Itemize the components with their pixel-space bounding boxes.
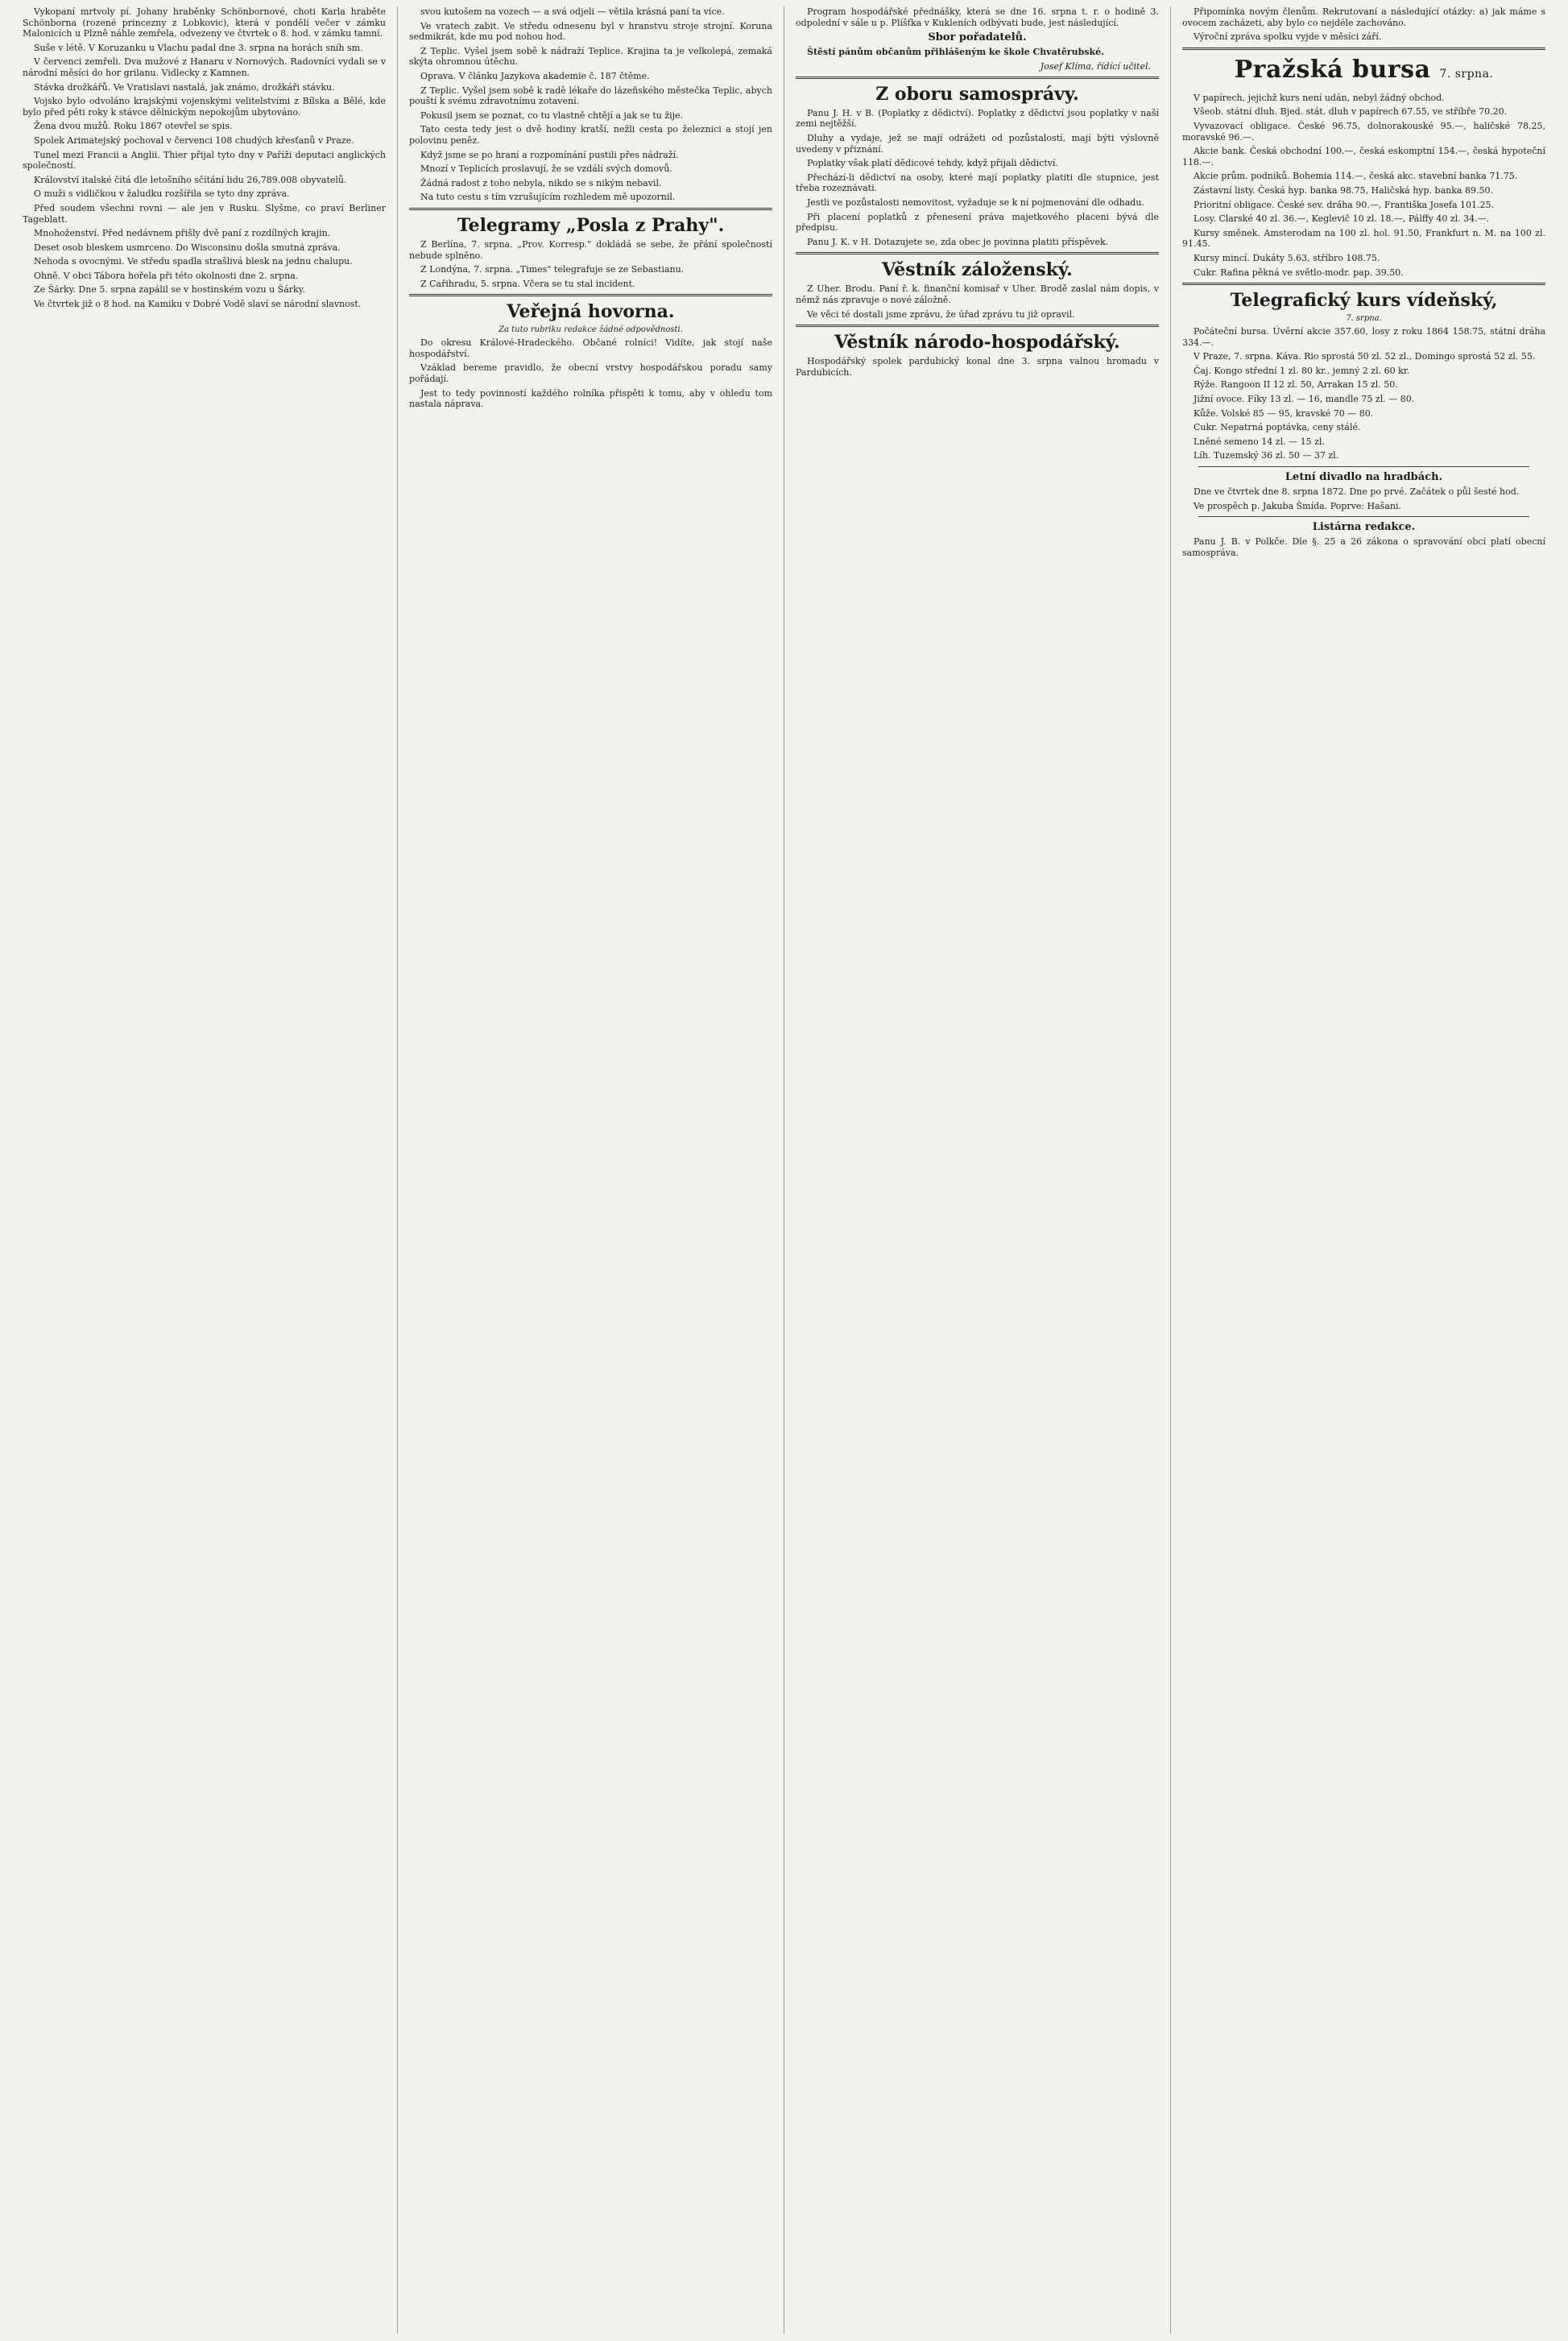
article-paragraph: Deset osob bleskem usmrceno. Do Wisconsinu došla smutná zpráva. — [34, 242, 341, 253]
article-paragraph: Výroční zpráva spolku vyjde v měsíci září. — [1194, 31, 1382, 43]
section-divider — [409, 294, 772, 296]
article-paragraph: Žena dvou mužů. Roku 1867 otevřel se spis. — [34, 121, 233, 132]
article-paragraph: Ze Šárky. Dne 5. srpna zapálil se v hostinském vozu u Šárky. — [34, 284, 305, 296]
column-2 — [398, 6, 784, 2334]
section-divider — [1182, 283, 1545, 285]
article-paragraph: Ve vratech zabit. Ve středu odnesenu byl v hranstvu stroje strojní. Koruna sedmikrát, kde mu pod nohou hod. — [409, 20, 772, 43]
thanks-heading: Sbor pořadatelů. — [928, 31, 1027, 44]
section-divider — [1198, 516, 1529, 517]
forum-section — [409, 301, 772, 410]
article-paragraph: Připomínka novým členům. Rekrutovaní a následující otázky: a) jak máme s ovocem zacházeti, aby bylo co nejdéle zachováno. — [1182, 6, 1545, 28]
admin-item: Panu J. K. v H. Dotazujete se, zda obec je povinna platiti příspěvek. — [807, 236, 1109, 247]
column-4 — [1171, 6, 1557, 2334]
article-paragraph: Spolek Arimatejský pochoval v červenci 108 chudých křesťanů v Praze. — [34, 134, 354, 146]
bourse-item: Kursy mincí. Dukáty 5.63, stříbro 108.75. — [1194, 252, 1380, 263]
pawn-item: Z Uher. Brodu. Paní ř. k. finanční komisař v Uher. Brodě zaslal nám dopis, v němž nás zpravuje o nové záložně. — [796, 283, 1159, 305]
article-paragraph: Když jsme se po hraní a rozpomínání pustili přes nádraží. — [420, 149, 679, 160]
article-paragraph: Oprava. V článku Jazykova akademie č. 187 čtěme. — [420, 70, 650, 81]
theatre-item: Ve prospěch p. Jakuba Šmída. Poprve: Hašani. — [1194, 500, 1401, 511]
telegraph-heading: Telegrafický kurs vídeňský, — [1230, 290, 1498, 312]
section-divider — [1198, 466, 1529, 467]
bourse-item: Cukr. Rafina pěkná ve světlo-modr. pap. 39.50. — [1194, 267, 1404, 278]
article-paragraph: Suše v létě. V Koruzanku u Vlachu padal dne 3. srpna na horách sníh sm. — [34, 42, 363, 53]
forum-disclaimer: Za tuto rubriku redakce žádné odpovědnosti. — [499, 325, 683, 335]
admin-item: Poplatky však platí dědicové tehdy, když přijali dědictví. — [807, 158, 1058, 169]
forum-heading: Veřejná hovorna. — [507, 301, 675, 323]
article-paragraph: Pokusil jsem se poznat, co tu vlastně chtějí a jak se tu žije. — [420, 110, 684, 121]
bourse-section — [1182, 56, 1545, 278]
pawn-item: Ve věci té dostali jsme zprávu, že úřad zprávu tu již opravil. — [807, 308, 1075, 320]
admin-item: Panu J. H. v B. (Poplatky z dědictví). Poplatky z dědictví jsou poplatky v naší zemi nejtěžší. — [796, 107, 1159, 130]
telegraph-item: Čaj. Kongo střední 1 zl. 80 kr., jemný 2 zl. 60 kr. — [1194, 365, 1410, 376]
article-paragraph: Království italské čítá dle letošního sčítání lidu 26,789.008 obyvatelů. — [34, 174, 347, 185]
section-divider — [796, 77, 1159, 79]
telegram-item: Z Cařihradu, 5. srpna. Včera se tu stal incident. — [420, 278, 635, 289]
forum-item: Do okresu Králové-Hradeckého. Občané rolníci! Vidíte, jak stojí naše hospodářství. — [409, 337, 772, 359]
article-paragraph: Stávka drožkářů. Ve Vratislavi nastalá, jak známo, drožkáři stávku. — [34, 81, 335, 93]
pawn-section — [796, 259, 1159, 320]
forum-item: Jest to tedy povinností každého rolníka přispěti k tomu, aby v ohledu tom nastala náprava. — [409, 387, 772, 410]
bourse-item: Kursy směnek. Amsterodam na 100 zl. hol. 91.50, Frankfurt n. M. na 100 zl. 91.45. — [1182, 227, 1545, 250]
forum-item: Vzáklad bereme pravidlo, že obecní vrstvy hospodářskou poradu samy pořádají. — [409, 362, 772, 385]
article-paragraph: O muži s vidličkou v žaludku rozšířila se tyto dny zpráva. — [34, 188, 290, 200]
article-paragraph: Mnozí v Teplicích proslavují, že se vzdálí svých domovů. — [420, 163, 672, 175]
telegraph-item: V Praze, 7. srpna. Káva. Rio sprostá 50 zl. 52 zl., Domingo sprostá 52 zl. 55. — [1194, 351, 1536, 362]
pawn-heading: Věstník záloženský. — [882, 259, 1073, 281]
article-paragraph: Žádná radost z toho nebyla, nikdo se s nikým nebavil. — [420, 177, 662, 188]
admin-item: Jestli ve pozůstalosti nemovitost, vyžaduje se k ní pojmenování dle odhadu. — [807, 196, 1144, 208]
theatre-heading: Letní divadlo na hradbách. — [1285, 471, 1443, 484]
news-section — [409, 6, 772, 203]
column-1 — [11, 6, 398, 2334]
econ-section — [796, 332, 1159, 378]
telegram-item: Z Berlína, 7. srpna. „Prov. Korresp." dokládá se sebe, že přání společností nebude splněno. — [409, 238, 772, 261]
bourse-item: Všeob. státní dluh. Bjed. stát. dluh v papírech 67.55, ve stříbře 70.20. — [1194, 106, 1508, 118]
bourse-item: Akcie prům. podniků. Bohemia 114.—, česká akc. stavební banka 71.75. — [1194, 171, 1518, 182]
bourse-item: V papírech, jejichž kurs není udán, nebyl žádný obchod. — [1194, 92, 1445, 103]
article-paragraph: Před soudem všechni rovni — ale jen v Rusku. Slyšme, co praví Berliner Tageblatt. — [23, 202, 386, 225]
telegraph-item: Kůže. Volské 85 — 95, kravské 70 — 80. — [1194, 407, 1374, 419]
mailbox-item: Panu J. B. v Polkče. Dle §. 25 a 26 zákona o spravování obcí platí obecní samospráva. — [1182, 536, 1545, 558]
telegraph-date: 7. srpna. — [1346, 314, 1382, 324]
article-paragraph: Na tuto cestu s tím vzrušujícím rozhledem mě upozornil. — [420, 192, 676, 203]
admin-item: Přechází-li dědictví na osoby, které mají poplatky platiti dle stupnice, jest třeba rozeznávati. — [796, 172, 1159, 194]
telegraph-section — [1182, 290, 1545, 461]
columns — [11, 6, 1557, 2334]
telegraph-item: Rýže. Rangoon II 12 zl. 50, Arrakan 15 zl. 50. — [1194, 379, 1398, 391]
telegraph-item: Počáteční bursa. Úvěrní akcie 357.60, losy z roku 1864 158.75, státní dráha 334.—. — [1182, 326, 1545, 348]
article-paragraph: Nehoda s ovocnými. Ve středu spadla strašlivá blesk na jednu chalupu. — [34, 256, 353, 267]
article-paragraph: V červenci zemřeli. Dva mužové z Hanaru v Nornových. Radovníci vydali se v národní měsíci do hor grilanu. Vidlecky z Kamnen. — [23, 56, 386, 78]
news-section — [23, 6, 386, 310]
article-paragraph: Z Teplic. Vyšel jsem sobě k nádraží Teplice. Krajina ta je velkolepá, zemaká skýta ohromnou útěchu. — [409, 45, 772, 68]
article-paragraph: Ve čtvrtek již o 8 hod. na Kamiku v Dobré Vodě slaví se národní slavnost. — [34, 299, 362, 310]
section-divider — [796, 325, 1159, 327]
telegraph-item: Cukr. Nepatrná poptávka, ceny stálé. — [1194, 422, 1361, 433]
telegram-heading: Telegramy „Posla z Prahy". — [457, 214, 725, 236]
section-divider — [1182, 48, 1545, 50]
theatre-item: Dne ve čtvrtek dne 8. srpna 1872. Dne po prvé. Začátek o půl šesté hod. — [1194, 486, 1520, 498]
bourse-title: Pražská bursa — [1234, 55, 1431, 84]
article-paragraph: Tato cesta tedy jest o dvě hodiny kratší, nežli cesta po železnici a stojí jen polovinu peněz. — [409, 124, 772, 146]
column-3 — [784, 6, 1171, 2334]
article-paragraph: svou kutošem na vozech — a svá odjeli — větila krásná paní ta více. — [420, 6, 725, 17]
article-paragraph: Vojsko bylo odvoláno krajskými vojenskými velitelstvími z Bílska a Bělé, kde bylo před pěti roky k stávce dělnickým nepokojům ubytováno. — [23, 96, 386, 118]
telegraph-item: Lněné semeno 14 zl. — 15 zl. — [1194, 436, 1325, 447]
article-paragraph: Z Teplic. Vyšel jsem sobě k radě lékaře do lázeňského městečka Teplic, abych pouští k svému zdravotnímu zotavení. — [409, 85, 772, 107]
section-divider — [796, 252, 1159, 254]
theatre-section — [1182, 471, 1545, 511]
admin-section — [796, 84, 1159, 248]
bourse-heading — [1182, 56, 1545, 88]
article-paragraph: Ohně. V obci Tábora hořela při této okolnosti dne 2. srpna. — [34, 270, 299, 281]
admin-item: Při placení poplatků z přenesení práva majetkového placeni bývá dle předpisu. — [796, 211, 1159, 234]
telegram-item: Z Londýna, 7. srpna. „Times" telegrafuje se ze Sebastianu. — [420, 264, 685, 275]
section-divider — [409, 208, 772, 210]
admin-item: Dluhy a vydaje, jež se mají odrážeti od pozůstalostí, mají býti výslovně uvedeny v přiznání. — [796, 132, 1159, 155]
telegram-section — [409, 215, 772, 289]
news-section — [1182, 6, 1545, 43]
article-paragraph: Vykopaní mrtvoly pí. Johany hraběnky Schönbornové, choti Karla hraběte Schönborna (rozené princezny z Lobkovic), která v pondělí večer v zámku Malonicích u Plzně náhle zemřela, odvezeny ve čtvrtek o 8. hod. v zámku tamní. — [23, 6, 386, 39]
news-section — [796, 6, 1159, 72]
article-paragraph: Tunel mezi Francii a Anglii. Thier přijal tyto dny v Paříži deputaci anglických společností. — [23, 149, 386, 172]
bourse-item: Prioritní obligace. České sev. dráha 90.—, Františka Josefa 101.25. — [1194, 199, 1494, 210]
econ-heading: Věstník národo-hospodářský. — [834, 332, 1120, 354]
bourse-item: Akcie bank. Česká obchodní 100.—, česká eskomptní 154.—, česká hypoteční 118.—. — [1182, 146, 1545, 168]
mailbox-heading: Listárna redakce. — [1312, 521, 1416, 534]
admin-heading: Z oboru samosprávy. — [875, 83, 1079, 105]
mailbox-section — [1182, 521, 1545, 558]
article-paragraph: Štěstí pánům občanům přihlášeným ke škole Chvatěrubské. — [807, 47, 1105, 58]
bourse-item: Losy. Clarské 40 zl. 36.—, Keglevič 10 zl. 18.—, Pálffy 40 zl. 34.—. — [1194, 213, 1490, 225]
telegraph-item: Jižní ovoce. Fíky 13 zl. — 16, mandle 75 zl. — 80. — [1194, 394, 1415, 405]
bourse-date: 7. srpna. — [1439, 67, 1494, 81]
econ-item: Hospodářský spolek pardubický konal dne 3. srpna valnou hromadu v Pardubicích. — [796, 356, 1159, 378]
signature: Josef Klíma, řídící učitel. — [1040, 60, 1151, 72]
bourse-item: Zástavní listy. Česká hyp. banka 98.75, Haličská hyp. banka 89.50. — [1194, 184, 1493, 196]
article-paragraph: Mnohoženství. Před nedávnem přišly dvě paní z rozdílných krajin. — [34, 228, 331, 239]
article-paragraph: Program hospodářské přednášky, která se dne 16. srpna t. r. o hodině 3. odpolední v sále u p. Plíšťka v Kukleních odbývati bude, jest následující. — [796, 6, 1159, 28]
telegraph-item: Líh. Tuzemský 36 zl. 50 — 37 zl. — [1194, 450, 1339, 461]
bourse-item: Vyvazovací obligace. České 96.75, dolnorakouské 95.—, haličské 78.25, moravské 96.—. — [1182, 120, 1545, 143]
